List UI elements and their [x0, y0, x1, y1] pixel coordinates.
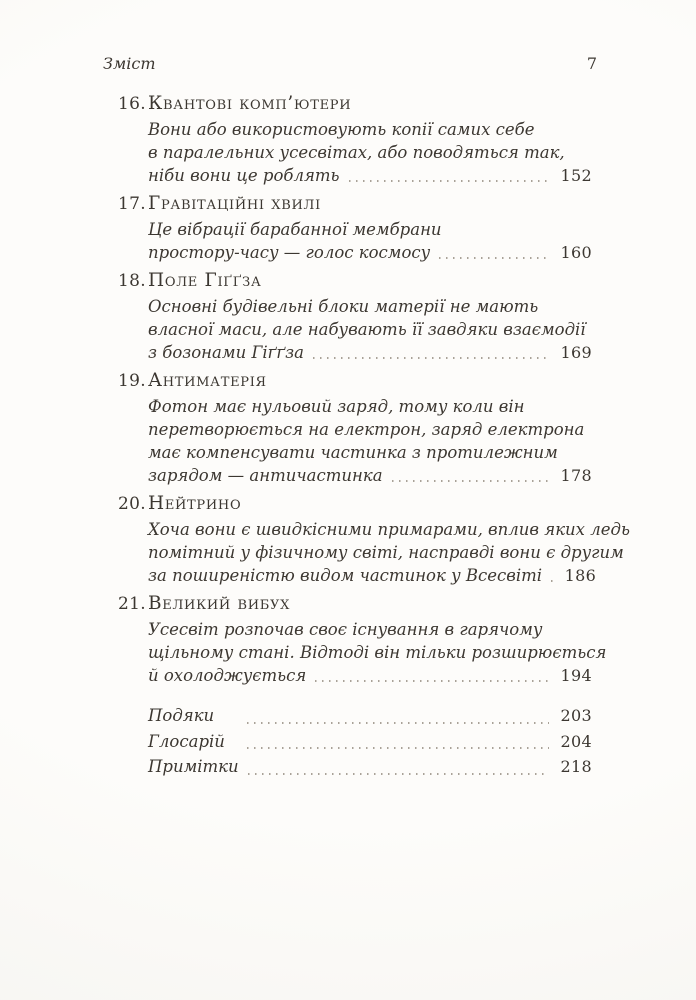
entry-number: 19.: [118, 371, 146, 391]
backmatter-label: Подяки: [148, 706, 215, 725]
backmatter-label: Глосарій: [148, 731, 225, 751]
toc-entry-20: [118, 492, 630, 587]
description-line: Усесвіт розпочав своє існування в гарячому: [148, 620, 543, 639]
dot-leader: [238, 703, 558, 729]
description-line: за поширеністю видом частинок у Всесвіті: [148, 566, 543, 585]
description-line: щільному стані. Відтоді він тільки розширюється: [148, 643, 607, 662]
backmatter-row-notes: [148, 754, 592, 780]
description-line: Основні будівельні блоки матерії не мають: [148, 297, 539, 316]
description-last-line: [148, 664, 592, 687]
entry-title-row: [118, 492, 592, 516]
description-last-line: [148, 464, 592, 487]
entry-number: 17.: [118, 194, 146, 214]
running-title: Зміст: [103, 54, 156, 73]
dot-leader: [542, 564, 562, 587]
chapter-description: [148, 618, 607, 687]
toc-entry-19: [118, 369, 592, 487]
description-line: й охолоджується: [148, 666, 307, 685]
dot-leader: [304, 341, 558, 364]
dot-leader: [340, 164, 558, 187]
description-last-line: [148, 241, 592, 264]
chapter-description: [148, 295, 592, 364]
toc-entry-18: [118, 269, 592, 364]
entry-number: 16.: [118, 94, 146, 114]
table-of-contents: [118, 92, 630, 780]
entry-page-number: 186: [564, 566, 597, 585]
chapter-description: [148, 518, 630, 587]
folio-page-number: 7: [586, 54, 597, 73]
description-line: перетворюється на електрон, заряд електрона: [148, 420, 585, 439]
entry-title-row: [118, 592, 592, 616]
chapter-description: [148, 118, 592, 187]
entry-page-number: 194: [560, 666, 592, 685]
description-last-line: [148, 164, 592, 187]
chapter-title: Нейтрино: [148, 493, 242, 514]
backmatter-page-number: 204: [560, 731, 592, 751]
description-line: з бозонами Гіґґза: [148, 343, 304, 362]
chapter-description: [148, 395, 592, 487]
dot-leader: [239, 754, 558, 780]
backmatter-label: Примітки: [148, 757, 239, 776]
backmatter-row-glossary: [148, 729, 592, 755]
entry-page-number: 178: [560, 466, 592, 485]
entry-page-number: 160: [560, 243, 592, 262]
entry-number: 18.: [118, 271, 146, 291]
chapter-title: Великий вибух: [148, 593, 291, 614]
entry-title-row: [118, 369, 592, 393]
dot-leader: [238, 729, 558, 755]
entry-title-row: [118, 192, 592, 216]
dot-leader: [306, 664, 558, 687]
description-line: простору-часу — голос космосу: [148, 243, 431, 262]
description-line: зарядом — античастинка: [148, 466, 383, 485]
running-head: [103, 54, 597, 74]
back-matter-list: [148, 703, 592, 780]
entry-title-row: [118, 92, 592, 116]
chapter-title: Поле Гіґґза: [148, 270, 262, 291]
toc-entry-21: [118, 592, 607, 687]
description-last-line: [148, 564, 597, 587]
description-line: має компенсувати частинка з протилежним: [148, 443, 558, 462]
toc-entry-17: [118, 192, 592, 264]
dot-leader: [383, 464, 558, 487]
toc-entry-16: [118, 92, 592, 187]
description-last-line: [148, 341, 592, 364]
backmatter-page-number: 218: [560, 757, 592, 776]
description-line: Фотон має нульовий заряд, тому коли він: [148, 397, 525, 416]
description-line: Вони або використовують копії самих себе: [148, 120, 535, 139]
entry-title-row: [118, 269, 592, 293]
backmatter-page-number: 203: [560, 706, 592, 725]
entry-page-number: 169: [560, 343, 592, 362]
chapter-description: [148, 218, 592, 264]
description-line: помітний у фізичному світі, насправді вони є другим: [148, 543, 624, 562]
description-line: в паралельних усесвітах, або поводяться так,: [148, 143, 565, 162]
description-line: Хоча вони є швидкісними примарами, вплив яких ледь: [148, 520, 630, 539]
chapter-title: Антиматерія: [148, 370, 267, 391]
backmatter-row-acknowledgements: [148, 703, 592, 729]
chapter-title: Гравітаційні хвилі: [148, 193, 321, 214]
entry-page-number: 152: [560, 166, 592, 185]
entry-number: 20.: [118, 494, 146, 514]
description-line: ніби вони це роблять: [148, 166, 340, 185]
dot-leader: [430, 241, 558, 264]
description-line: власної маси, але набувають її завдяки взаємодії: [148, 320, 586, 339]
description-line: Це вібрації барабанної мембрани: [148, 220, 442, 239]
entry-number: 21.: [118, 594, 146, 614]
chapter-title: Квантові комп’ютери: [148, 93, 352, 114]
